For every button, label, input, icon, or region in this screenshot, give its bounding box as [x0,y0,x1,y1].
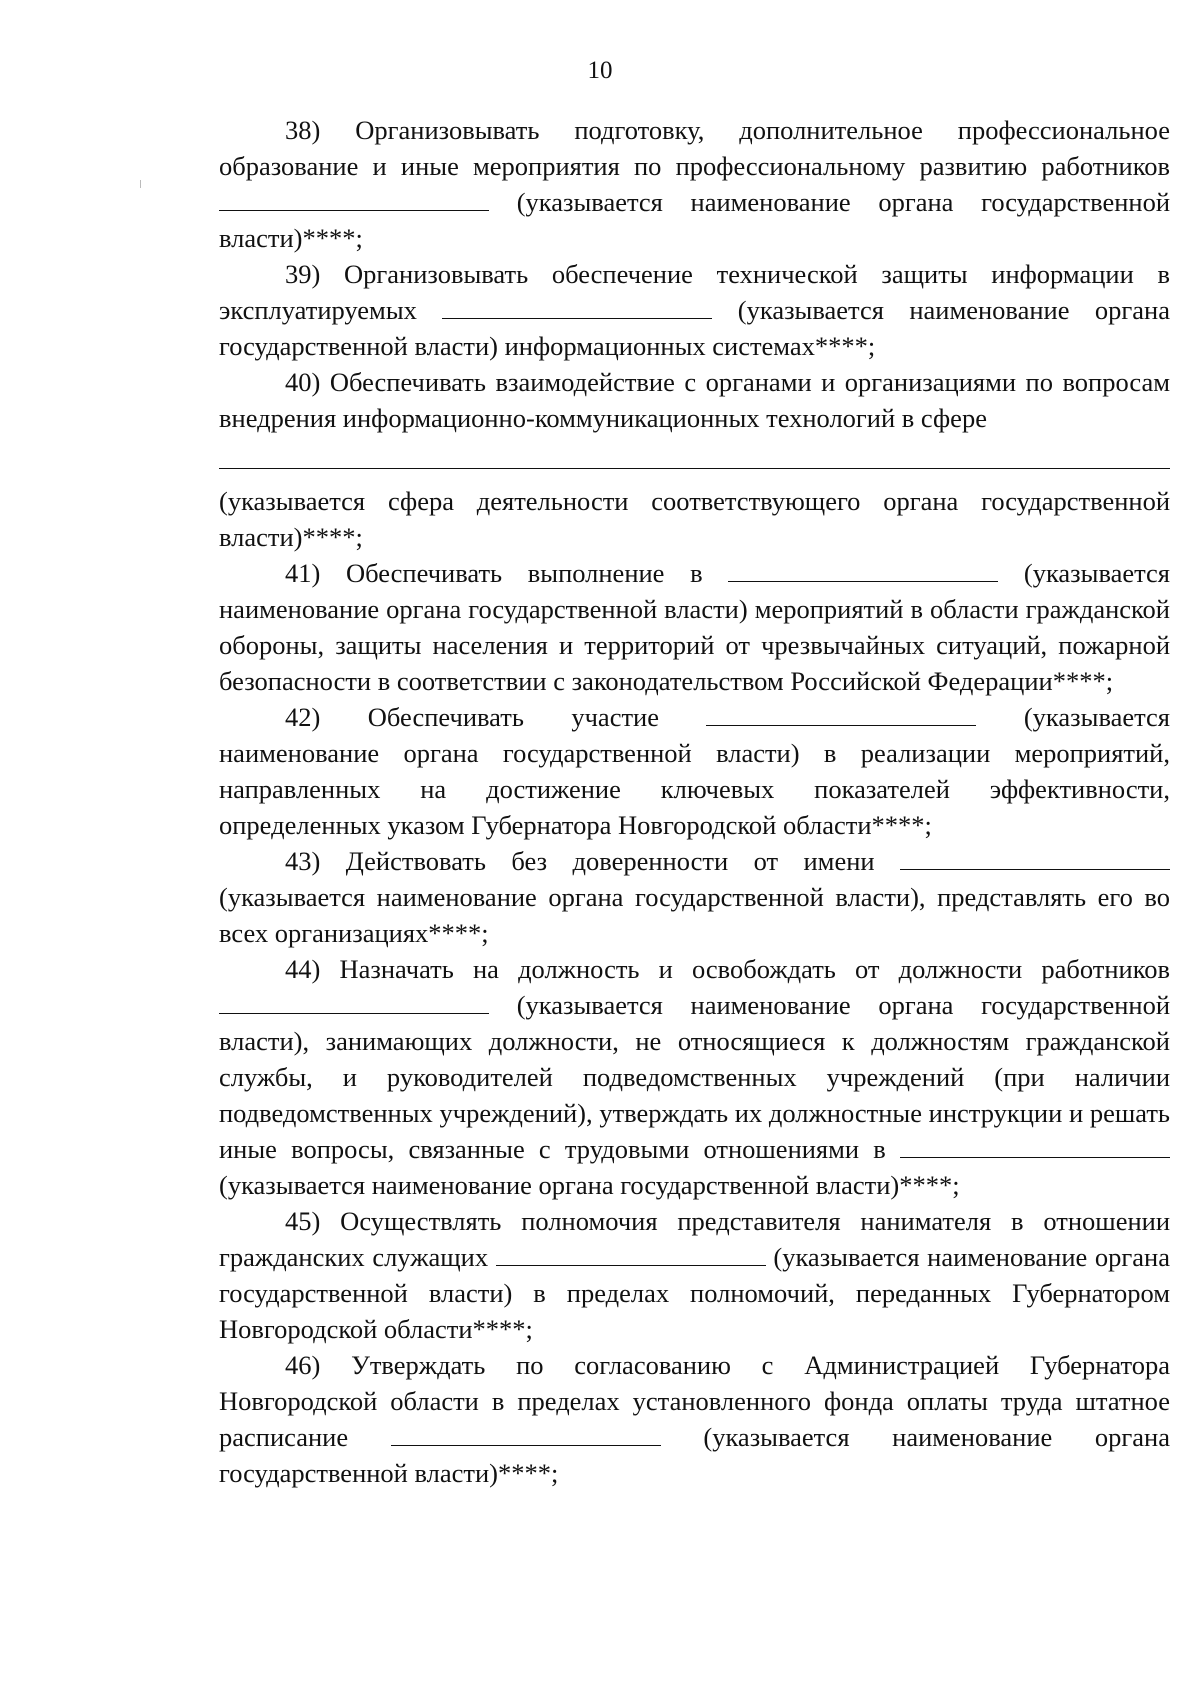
item-45-text-start: 45) Осуществлять полномочия представителя нанимателя в отношении гражданских служащих [219,1206,1170,1272]
item-44-text-middle: (указывается наименование органа государственной власти), занимающих должности, не относящиеся к должностям гражданской службы, и руководителей подведомственных учреждений (при наличии подведомственных учреждений), утверждать их должностные инструкции и решать иные вопросы, связанные с трудовыми отношениями в [219,990,1170,1164]
item-38-text-start: 38) Организовывать подготовку, дополнительное профессиональное образование и иные мероприятия по профессиональному развитию работников [219,115,1170,181]
list-item-40 [219,364,1170,436]
item-38-text-end: (указывается наименование органа государственной власти)****; [219,187,1170,253]
item-40-blank-line [219,440,1170,469]
document-body [219,112,1170,1491]
item-40-text-start: 40) Обеспечивать взаимодействие с органами и организациями по вопросам внедрения информационно-коммуникационных технологий в сфере [219,367,1170,433]
list-item-40-continued [219,483,1170,555]
list-item-44 [219,951,1170,1203]
item-39-text-start: 39) Организовывать обеспечение технической защиты информации в эксплуатируемых [219,259,1170,325]
item-42-text-start: 42) Обеспечивать участие [285,702,707,732]
item-42-blank-field [706,703,976,726]
item-45-text-end: (указывается наименование органа государственной власти) в пределах полномочий, переданных Губернатором Новгородской области****; [219,1242,1170,1344]
page-number: 10 [587,57,613,84]
item-41-text-end: (указывается наименование органа государственной власти) мероприятий в области гражданской обороны, защиты населения и территорий от чрезвычайных ситуаций, пожарной безопасности в соответствии с законодательством Российской Федерации****; [219,558,1170,696]
list-item-43 [219,843,1170,951]
list-item-41 [219,555,1170,699]
list-item-39 [219,256,1170,364]
item-38-blank-field [219,188,489,211]
item-44-text-end: (указывается наименование органа государственной власти)****; [219,1170,960,1200]
item-42-text-end: (указывается наименование органа государственной власти) в реализации мероприятий, направленных на достижение ключевых показателей эффективности, определенных указом Губернатора Новгородской области****; [219,702,1170,840]
scan-mark [140,180,141,188]
item-46-text-end: (указывается наименование органа государственной власти)****; [219,1422,1170,1488]
item-46-blank-field [391,1423,661,1446]
item-40-text-end: (указывается сфера деятельности соответствующего органа государственной власти)****; [219,486,1170,552]
item-43-text-start: 43) Действовать без доверенности от имени [285,846,900,876]
item-45-blank-field [496,1243,766,1266]
item-39-blank-field [442,296,712,319]
list-item-42 [219,699,1170,843]
item-41-text-start: 41) Обеспечивать выполнение в [285,558,729,588]
item-43-blank-field [900,847,1170,870]
item-44-text-start: 44) Назначать на должность и освобождать от должности работников [285,954,1170,984]
item-43-text-end: (указывается наименование органа государственной власти), представлять его во всех организациях****; [219,882,1170,948]
item-44-blank-field [219,991,489,1014]
item-41-blank-field [728,559,998,582]
list-item-46 [219,1347,1170,1491]
item-44-second-blank-field [900,1135,1170,1158]
list-item-45 [219,1203,1170,1347]
list-item-38 [219,112,1170,256]
item-46-text-start: 46) Утверждать по согласованию с Администрацией Губернатора Новгородской области в пределах установленного фонда оплаты труда штатное расписание [219,1350,1170,1452]
item-39-text-end: (указывается наименование органа государственной власти) информационных системах****; [219,295,1170,361]
